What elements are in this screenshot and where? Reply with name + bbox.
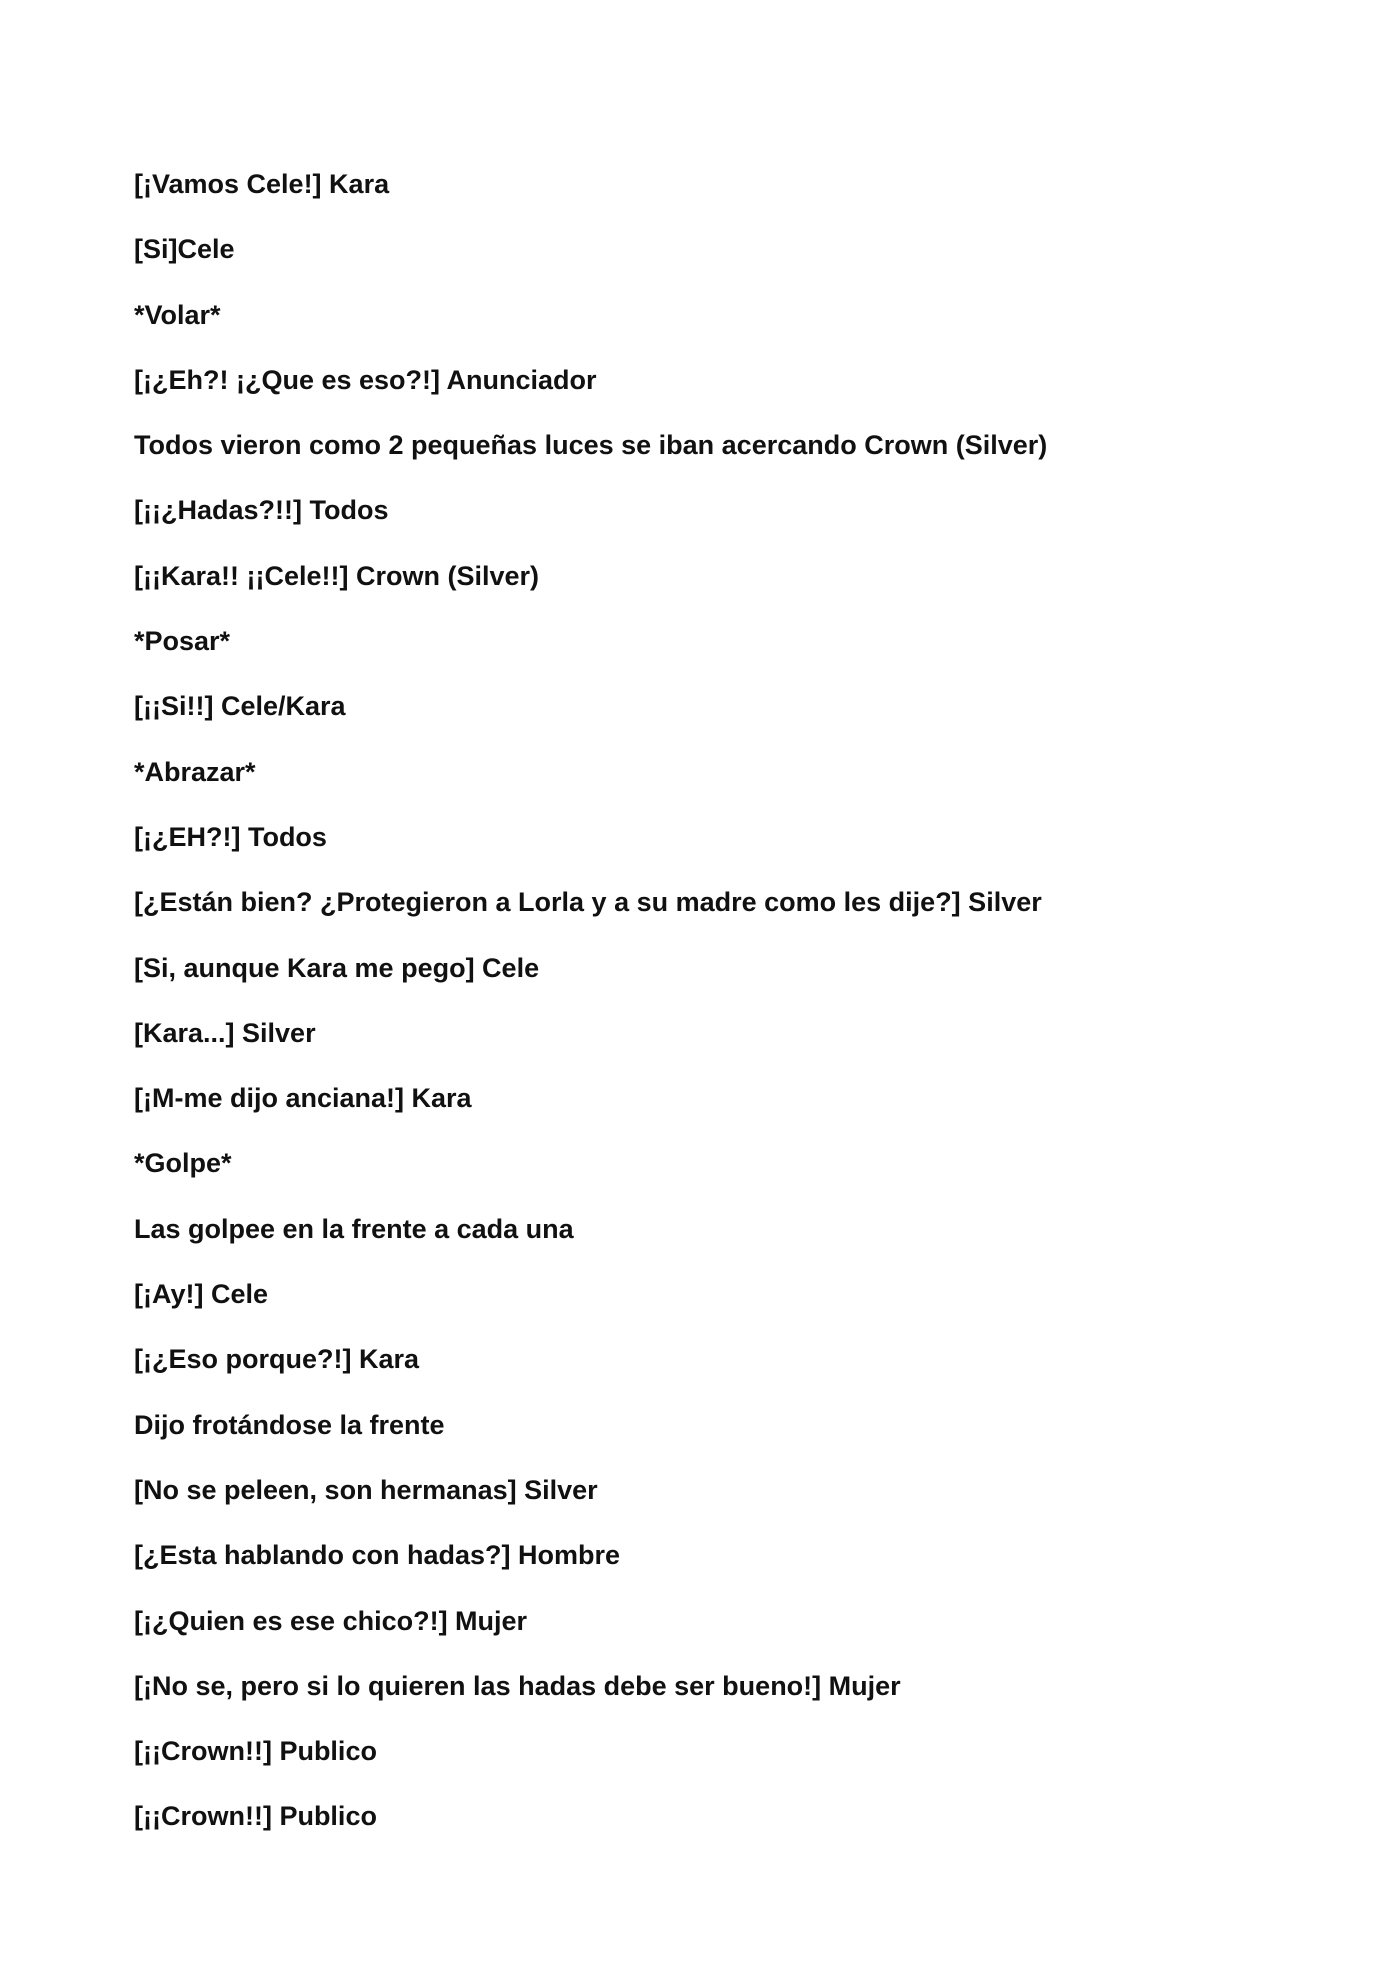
- text-line: *Volar*: [134, 299, 221, 330]
- dialogue-lines: [134, 160, 1314, 1858]
- text-line: [Kara...] Silver: [134, 1017, 316, 1048]
- text-line: *Golpe*: [134, 1148, 232, 1179]
- text-line: [¡M-me dijo anciana!] Kara: [134, 1083, 472, 1114]
- text-line: [¡¡Crown!!] Publico: [134, 1736, 377, 1767]
- text-line: [Si, aunque Kara me pego] Cele: [134, 952, 540, 983]
- text-line: [¿Están bien? ¿Protegieron a Lorla y a su madre como les dije?] Silver: [134, 887, 1042, 918]
- text-line: [¡¡Kara!! ¡¡Cele!!] Crown (Silver): [134, 560, 540, 591]
- text-line: [¡¿Quien es ese chico?!] Mujer: [134, 1605, 528, 1636]
- text-line: [Si]Cele: [134, 234, 235, 265]
- text-line: [No se peleen, son hermanas] Silver: [134, 1474, 598, 1505]
- text-line: [¡Vamos Cele!] Kara: [134, 169, 390, 199]
- text-line: [¡¡¿Hadas?!!] Todos: [134, 495, 389, 526]
- text-line: [¡¡Crown!!] Publico: [134, 1801, 377, 1832]
- text-line: Dijo frotándose la frente: [134, 1409, 445, 1440]
- text-line: *Posar*: [134, 626, 231, 657]
- text-line: [¿Esta hablando con hadas?] Hombre: [134, 1540, 621, 1571]
- text-line: [¡¿Eh?! ¡¿Que es eso?!] Anunciador: [134, 364, 597, 395]
- text-line: [¡Ay!] Cele: [134, 1279, 269, 1310]
- text-line: [¡¿Eso porque?!] Kara: [134, 1344, 420, 1375]
- text-line: *Abrazar*: [134, 756, 256, 787]
- text-line: Las golpee en la frente a cada una: [134, 1213, 574, 1244]
- text-line: [¡¿EH?!] Todos: [134, 821, 327, 852]
- text-line: [¡No se, pero si lo quieren las hadas debe ser bueno!] Mujer: [134, 1670, 901, 1701]
- text-line: Todos vieron como 2 pequeñas luces se iban acercando Crown (Silver): [134, 430, 1048, 461]
- text-line: [¡¡Si!!] Cele/Kara: [134, 691, 346, 722]
